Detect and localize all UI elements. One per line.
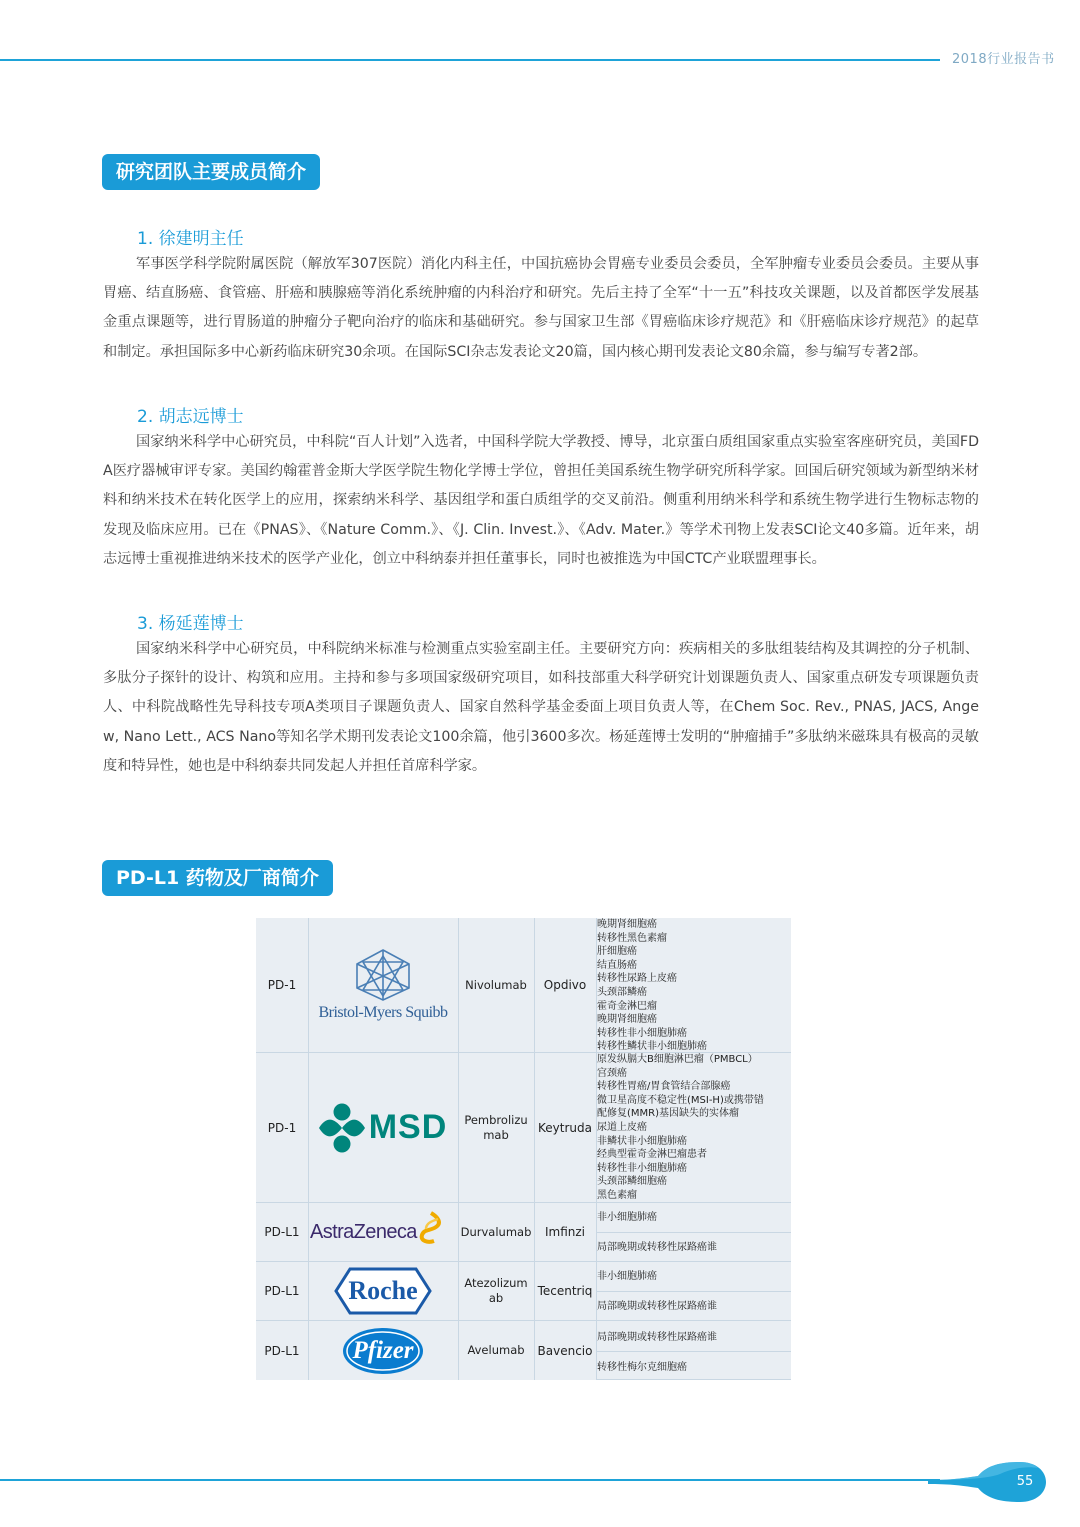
indication: 转移性胃癌/胃食管结合部腺癌 bbox=[597, 1081, 731, 1093]
indication: 转移性尿路上皮癌 bbox=[597, 973, 677, 985]
indication: 转移性非小细胞肺癌 bbox=[597, 1162, 687, 1174]
report-title: 2018行业报告书 bbox=[952, 52, 1055, 67]
indication: 转移性黑色素瘤 bbox=[597, 932, 667, 944]
indication: 尿道上皮癌 bbox=[597, 1121, 647, 1133]
indication: 转移性非小细胞肺癌 bbox=[597, 1027, 687, 1039]
company-name: Bristol-Myers Squibb bbox=[318, 1004, 448, 1021]
indication: 非鳞状非小细胞肺癌 bbox=[597, 1135, 687, 1147]
company-name: Roche bbox=[348, 1276, 418, 1305]
header-rule bbox=[0, 59, 940, 61]
indication: 晚期肾细胞癌 bbox=[597, 1014, 657, 1026]
member-bio-hu: 国家纳米科学中心研究员，中科院“百人计划”入选者，中国科学院大学教授、博导，北京蛋白质组国家重点实验室客座研究员，美国FDA医疗器械审评专家。美国约翰霍普金斯大学医学院生物化学博士学位，曾担任美国系统生物学研究所科学家。回国后研究领域为新型纳米材料和纳米技术在转化医学上的应用，探索纳米科学、基因组学和蛋白质组学的交叉前沿。侧重利用纳米科学和系统生物学进行生物标志物的发现及临床应用。已在《PNAS》、《Nature Comm.》、《J. Clin. Invest.》、《Adv. Mater.》等学术刊物上发表SCI论文40多篇。近年来，胡志远博士重视推进纳米技术的医学产业化，创立中科纳泰并担任董事长，同时也被推选为中国CTC产业联盟理事长。 bbox=[103, 434, 979, 567]
target-cell: PD-L1 bbox=[264, 1284, 300, 1298]
indication: 经典型霍奇金淋巴瘤患者 bbox=[597, 1149, 707, 1161]
company-name: Pfizer bbox=[352, 1336, 414, 1364]
indication: 配修复(MMR)基因缺失的实体瘤 bbox=[597, 1108, 740, 1120]
bms-star-icon bbox=[353, 948, 413, 1002]
member-title-yang: 3. 杨延莲博士 bbox=[137, 614, 244, 634]
member-bio-yang: 国家纳米科学中心研究员，中科院纳米标准与检测重点实验室副主任。主要研究方向：疾病相关的多肽组装结构及其调控的分子机制、多肽分子探针的设计、构筑和应用。主持和参与多项国家级研究项目，如科技部重大科学研究计划课题负责人、国家重点研发专项课题负责人、中科院战略性先导科技专项A类项目子课题负责人、国家自然科学基金委面上项目负责人等，在Chem Soc. Rev., PNAS, JACS, Angew, Nano Lett., ACS Nano等知名学术期刊发表论文100余篇，他引3600多次。杨延莲博士发明的“肿瘤捕手”多肽纳米磁珠具有极高的灵敏度和特异性，她也是中科纳泰共同发起人并担任首席科学家。 bbox=[103, 641, 979, 774]
table-row bbox=[256, 1203, 791, 1262]
member-title-hu: 2. 胡志远博士 bbox=[137, 407, 244, 427]
indication: 局部晚期或转移性尿路癌谁 bbox=[597, 1301, 717, 1312]
indication: 宫颈癌 bbox=[597, 1067, 627, 1079]
brand-cell: Tecentriq bbox=[537, 1284, 593, 1298]
footer-rule bbox=[0, 1479, 940, 1481]
table-row bbox=[256, 1262, 791, 1321]
indication: 微卫星高度不稳定性(MSI-H)或携带错 bbox=[597, 1094, 764, 1106]
section-title-pdl1: PD-L1 药物及厂商简介 bbox=[102, 860, 333, 896]
msd-mark-icon bbox=[319, 1103, 365, 1153]
member-title-xu: 1. 徐建明主任 bbox=[137, 229, 244, 249]
indication: 黑色素瘤 bbox=[597, 1189, 637, 1201]
company-name: AstraZeneca bbox=[310, 1220, 417, 1243]
member-bio-xu: 军事医学科学院附属医院（解放军307医院）消化内科主任，中国抗癌协会胃癌专业委员会委员，全军肿瘤专业委员会委员。主要从事胃癌、结直肠癌、食管癌、肝癌和胰腺癌等消化系统肿瘤的内科治疗和研究。先后主持了全军“十一五”科技攻关课题，以及首都医学发展基金重点课题等，进行胃肠道的肿瘤分子靶向治疗的临床和基础研究。参与国家卫生部《胃癌临床诊疗规范》和《肝癌临床诊疗规范》的起草和制定。承担国际多中心新药临床研究30余项。在国际SCI杂志发表论文20篇，国内核心期刊发表论文80余篇，参与编写专著2部。 bbox=[103, 256, 979, 360]
indication: 头颈部鳞癌 bbox=[597, 986, 647, 998]
inn-text: Pembrolizumab bbox=[464, 1112, 528, 1142]
target-cell: PD-L1 bbox=[264, 1225, 300, 1239]
indication: 霍奇金淋巴瘤 bbox=[597, 1000, 657, 1012]
inn-cell: Avelumab bbox=[467, 1343, 525, 1357]
indication: 结直肠癌 bbox=[597, 959, 637, 971]
section-title-team: 研究团队主要成员简介 bbox=[102, 154, 320, 190]
target-cell: PD-1 bbox=[267, 1120, 297, 1135]
inn-cell: Nivolumab bbox=[465, 977, 527, 992]
inn-text: Atezolizumab bbox=[464, 1276, 528, 1305]
indication: 肝细胞癌 bbox=[597, 946, 637, 958]
company-logo-msd bbox=[308, 1053, 458, 1202]
indication: 晚期肾细胞癌 bbox=[597, 919, 657, 930]
indication: 原发纵膈大B细胞淋巴瘤（PMBCL） bbox=[597, 1054, 758, 1065]
company-logo-roche bbox=[308, 1262, 458, 1320]
indications-cell bbox=[596, 918, 791, 1052]
table-row bbox=[256, 1053, 791, 1203]
company-logo-pfizer bbox=[308, 1321, 458, 1380]
inn-cell bbox=[458, 1053, 534, 1202]
inn-cell: Durvalumab bbox=[460, 1224, 532, 1239]
indication: 头颈部鳞细胞癌 bbox=[597, 1176, 667, 1188]
target-cell: PD-L1 bbox=[264, 1343, 300, 1358]
table-row bbox=[256, 1321, 791, 1380]
brand-cell: Imfinzi bbox=[544, 1225, 586, 1239]
company-logo-astrazeneca bbox=[308, 1203, 458, 1261]
inn-cell bbox=[458, 1262, 534, 1320]
brand-cell: Keytruda bbox=[538, 1120, 592, 1135]
company-logo-bms bbox=[308, 918, 458, 1052]
indication: 转移性鳞状非小细胞肺癌 bbox=[597, 1041, 707, 1053]
indication: 局部晚期或转移性尿路癌谁 bbox=[597, 1242, 717, 1253]
astrazeneca-swirl-icon bbox=[418, 1211, 444, 1245]
page-number: 55 bbox=[1016, 1474, 1034, 1489]
table-row bbox=[256, 918, 791, 1053]
indication: 非小细胞肺癌 bbox=[597, 1271, 657, 1282]
indication: 转移性梅尔克细胞癌 bbox=[597, 1362, 687, 1373]
brand-cell: Bavencio bbox=[537, 1343, 593, 1358]
company-name: MSD bbox=[368, 1108, 448, 1146]
brand-cell: Opdivo bbox=[543, 978, 587, 992]
indications-cell bbox=[596, 1053, 791, 1202]
indication: 局部晚期或转移性尿路癌谁 bbox=[597, 1332, 717, 1343]
target-cell: PD-1 bbox=[267, 978, 297, 992]
drug-table bbox=[256, 918, 791, 1380]
indication: 非小细胞肺癌 bbox=[597, 1212, 657, 1223]
